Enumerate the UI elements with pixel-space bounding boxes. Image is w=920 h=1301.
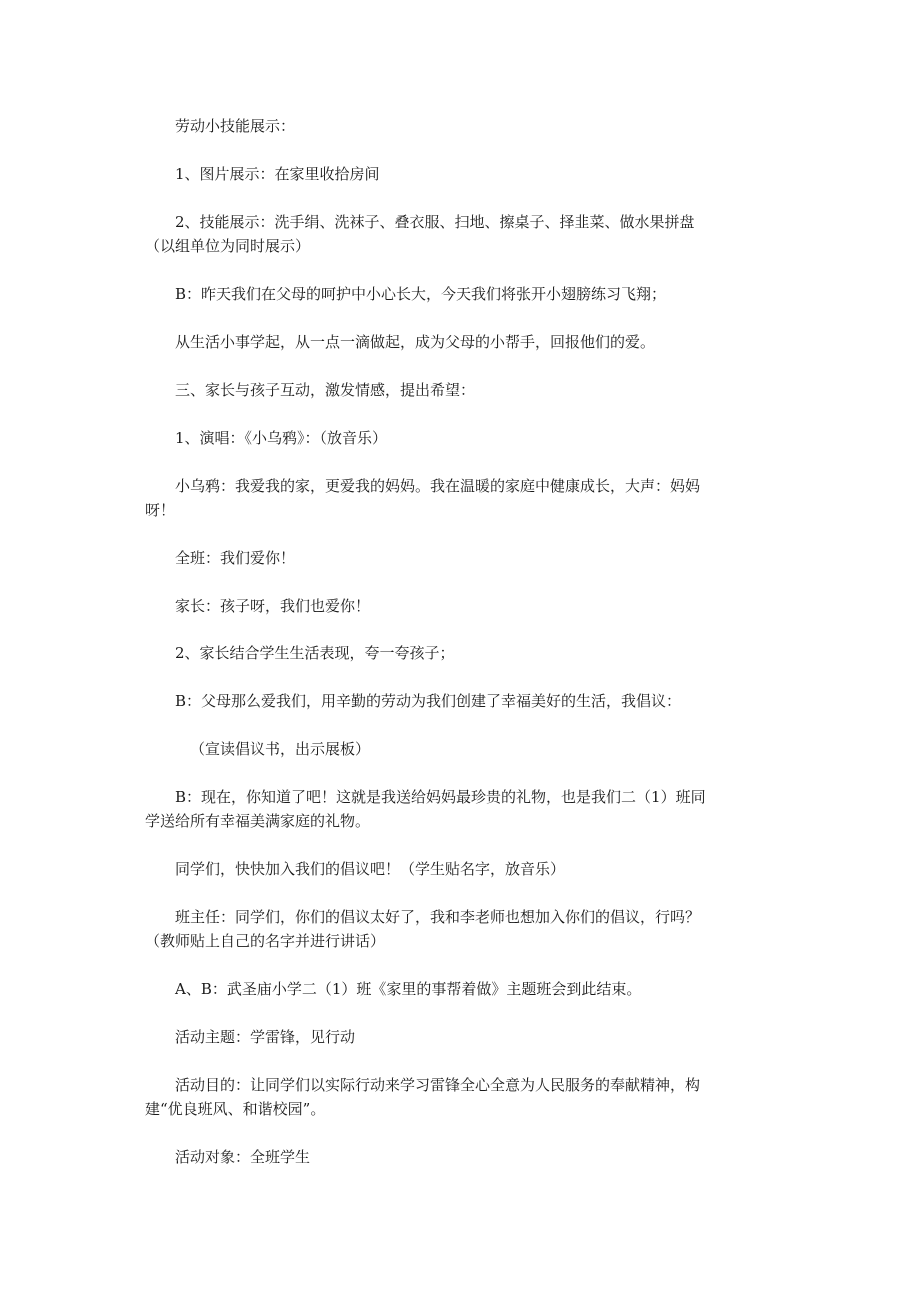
text-line: 小乌鸦：我爱我的家，更爱我的妈妈。我在温暖的家庭中健康成长，大声：妈妈 — [175, 477, 701, 495]
text-line: 2、家长结合学生生活表现，夸一夸孩子； — [175, 644, 455, 662]
text-line: 家长：孩子呀，我们也爱你！ — [175, 597, 371, 615]
text-line: 同学们，快快加入我们的倡议吧！（学生贴名字，放音乐） — [175, 860, 566, 878]
text-line: 活动主题：学雷锋，见行动 — [175, 1028, 356, 1046]
text-line: 1、演唱：《小乌鸦》：（放音乐） — [175, 429, 388, 447]
text-line: 活动目的：让同学们以实际行动来学习雷锋全心全意为人民服务的奉献精神，构 — [175, 1076, 701, 1094]
text-line: B：父母那么爱我们，用辛勤的劳动为我们创建了幸福美好的生活，我倡议： — [175, 692, 682, 710]
text-line: B：昨天我们在父母的呵护中小心长大，今天我们将张开小翅膀练习飞翔； — [175, 285, 667, 303]
text-line: 从生活小事学起，从一点一滴做起，成为父母的小帮手，回报他们的爱。 — [175, 333, 656, 351]
text-line: 班主任：同学们，你们的倡议太好了，我和李老师也想加入你们的倡议，行吗？ — [175, 908, 701, 926]
text-line: （宣读倡议书，出示展板） — [190, 740, 371, 758]
text-line: （教师贴上自己的名字并进行讲话） — [145, 932, 386, 950]
text-line: 劳动小技能展示： — [175, 117, 296, 135]
text-line: A、B：武圣庙小学二（1）班《家里的事帮着做》主题班会到此结束。 — [175, 980, 642, 998]
text-line: 建“优良班风、和谐校园”。 — [145, 1100, 326, 1118]
text-line: 学送给所有幸福美满家庭的礼物。 — [145, 812, 371, 830]
text-line: 1、图片展示：在家里收拾房间 — [175, 165, 380, 183]
text-line: （以组单位为同时展示） — [145, 237, 311, 255]
text-line: 呀！ — [145, 501, 176, 519]
text-line: 2、技能展示：洗手绢、洗袜子、叠衣服、扫地、擦桌子、择韭菜、做水果拼盘 — [175, 213, 695, 231]
text-line: 全班：我们爱你！ — [175, 549, 296, 567]
text-line: 活动对象：全班学生 — [175, 1148, 311, 1166]
text-line: B：现在，你知道了吧！这就是我送给妈妈最珍贵的礼物，也是我们二（1）班同 — [175, 788, 706, 806]
text-line: 三、家长与孩子互动，激发情感，提出希望： — [175, 381, 476, 399]
